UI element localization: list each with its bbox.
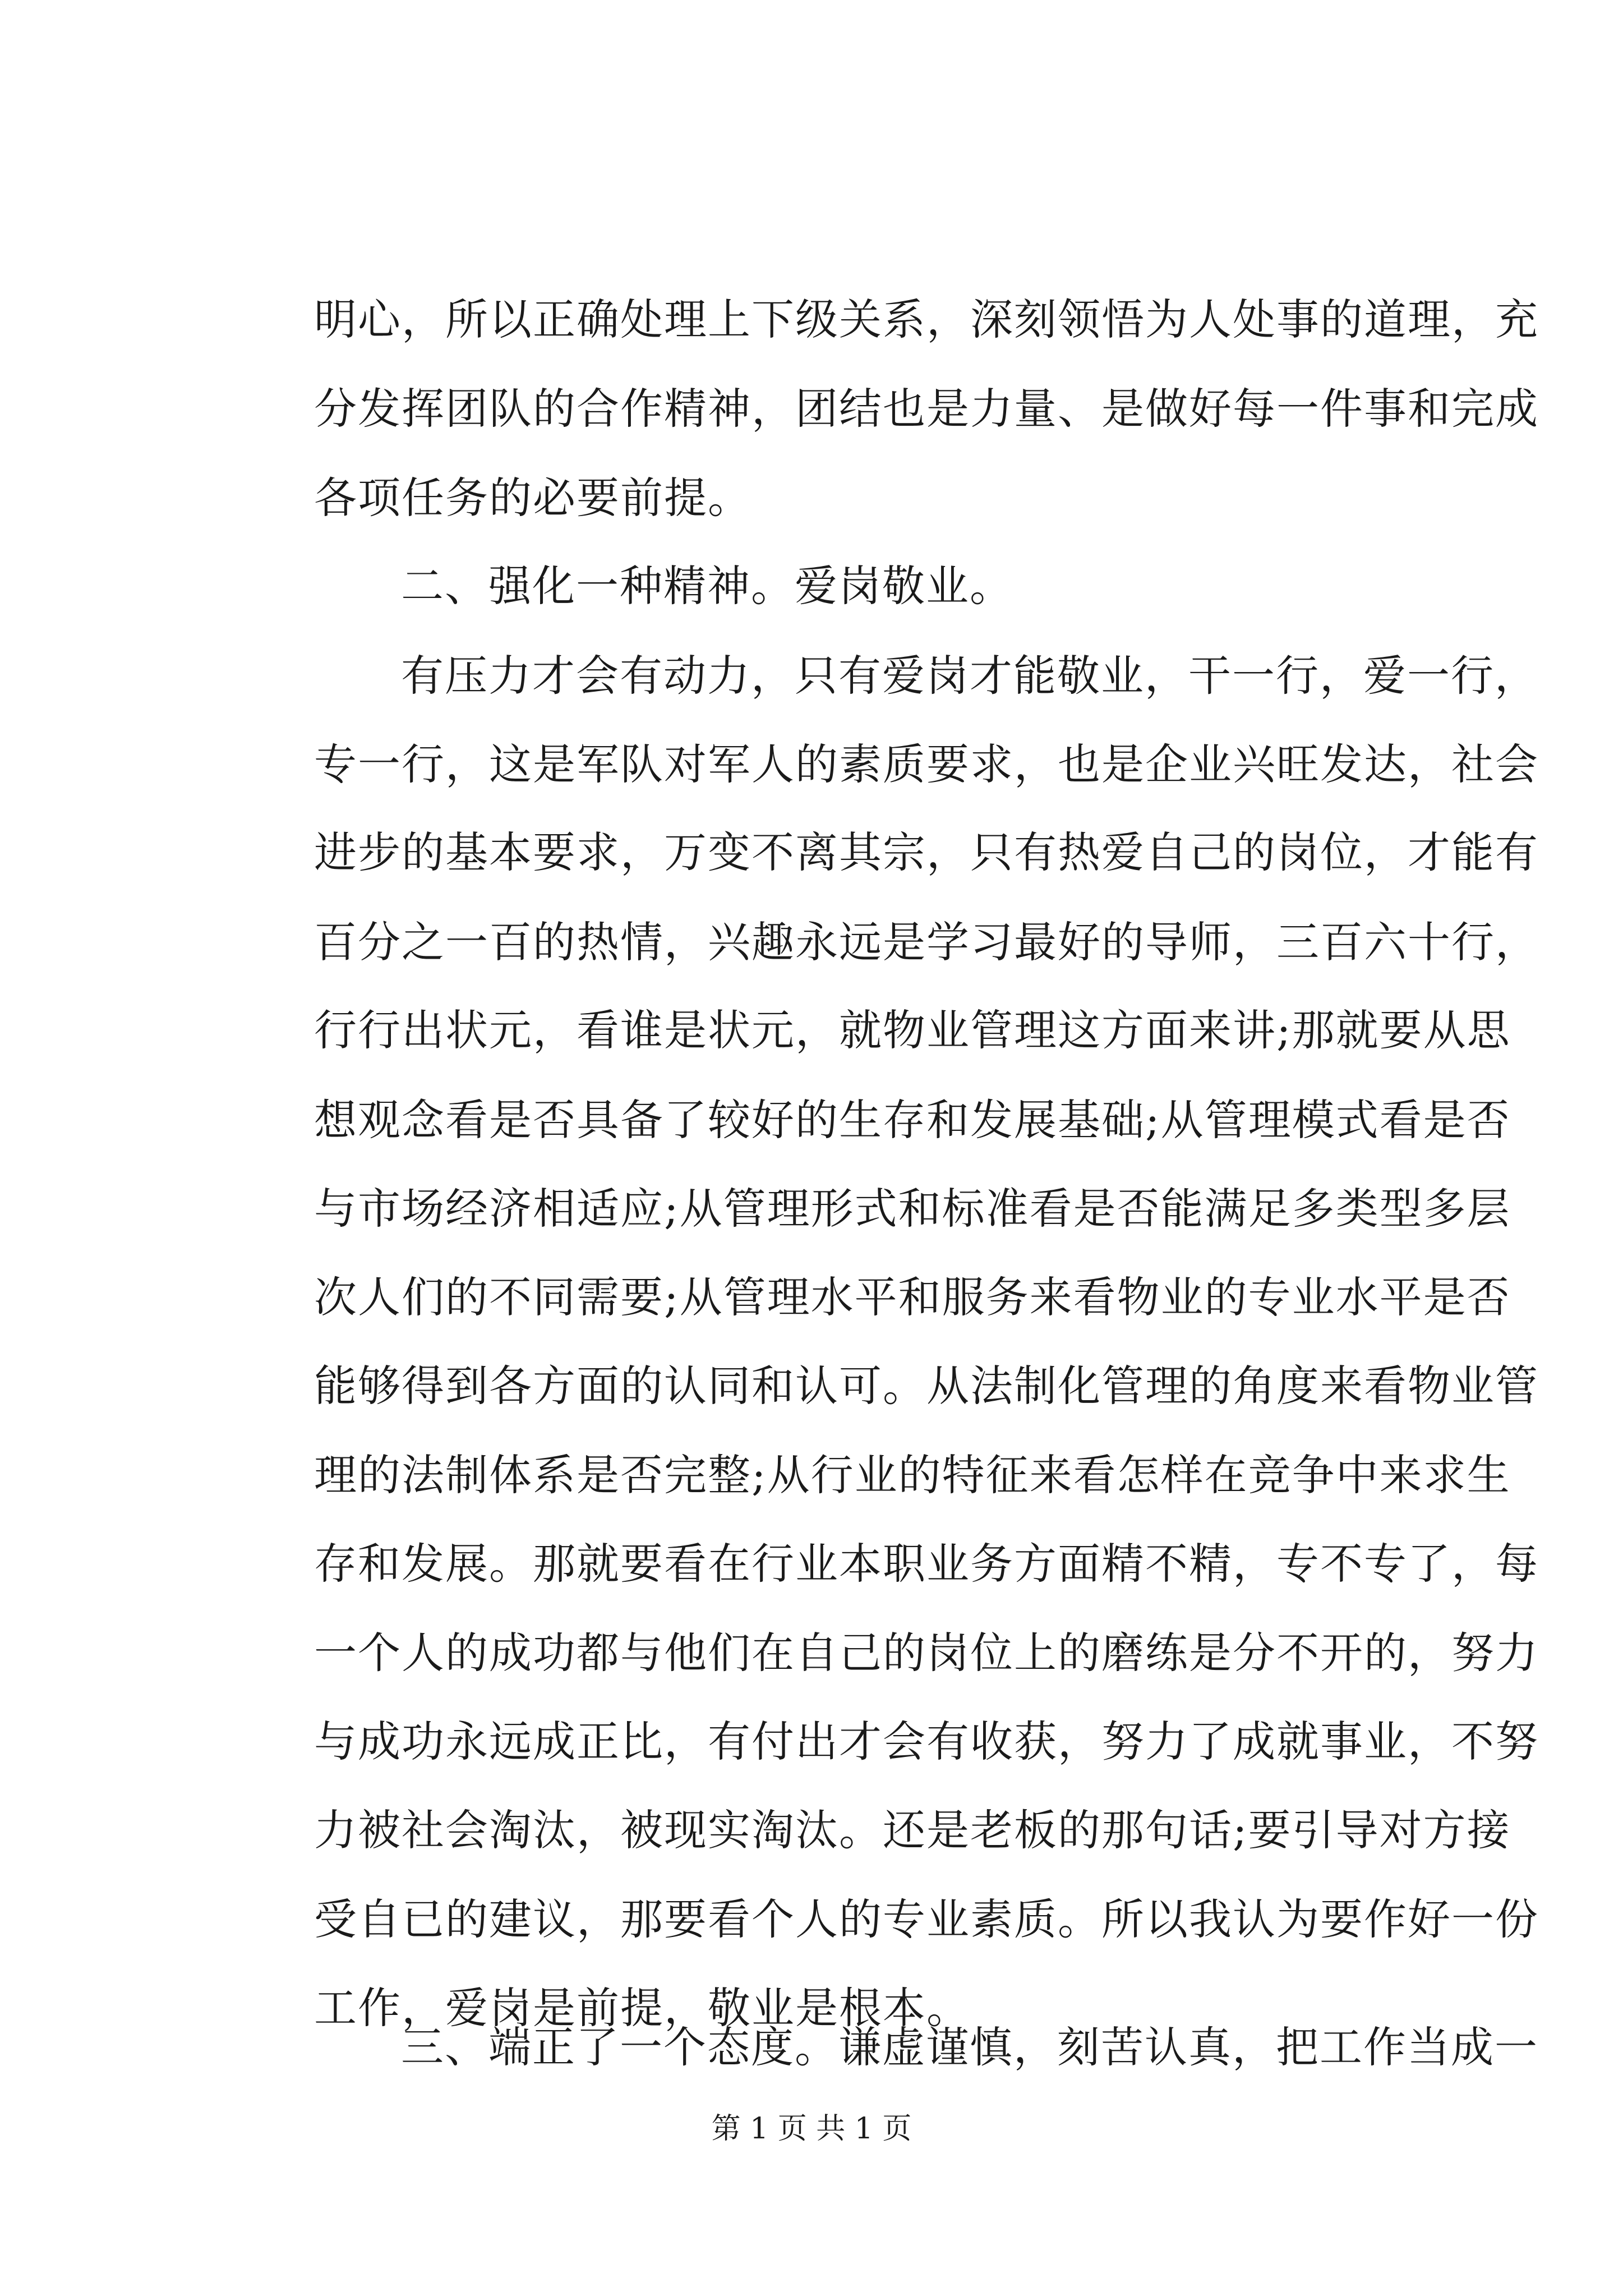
section-heading: 二、强化一种精神。爱岗敬业。: [401, 561, 1013, 611]
body-line: 行行出状元，看谁是状元，就物业管理这方面来讲;那就要从思: [314, 1005, 1511, 1055]
body-line: 专一行，这是军队对军人的素质要求，也是企业兴旺发达，社会: [314, 739, 1539, 789]
body-line: 次人们的不同需要;从管理水平和服务来看物业的专业水平是否: [314, 1272, 1511, 1322]
body-line: 力被社会淘汰，被现实淘汰。还是老板的那句话;要引导对方接: [314, 1805, 1511, 1855]
page-footer: 第 1 页 共 1 页: [711, 2112, 912, 2146]
paragraph-first-line: 有压力才会有动力，只有爱岗才能敬业，干一行，爱一行，: [401, 651, 1538, 701]
section-heading: 三、端正了一个态度。谦虚谨慎，刻苦认真，把工作当成一: [401, 2022, 1538, 2072]
body-line: 工作，爱岗是前提，敬业是根本。: [314, 1983, 970, 2033]
body-line: 明心，所以正确处理上下级关系，深刻领悟为人处事的道理，充: [314, 295, 1539, 344]
body-line: 百分之一百的热情，兴趣永远是学习最好的导师，三百六十行，: [314, 917, 1539, 967]
body-line: 进步的基本要求，万变不离其宗，只有热爱自己的岗位，才能有: [314, 827, 1539, 877]
body-line: 分发挥团队的合作精神，团结也是力量、是做好每一件事和完成: [314, 384, 1539, 434]
body-line: 想观念看是否具备了较好的生存和发展基础;从管理模式看是否: [314, 1095, 1511, 1145]
body-line: 一个人的成功都与他们在自己的岗位上的磨练是分不开的，努力: [314, 1628, 1539, 1678]
body-line: 受自已的建议，那要看个人的专业素质。所以我认为要作好一份: [314, 1894, 1539, 1944]
body-line: 与成功永远成正比，有付出才会有收获，努力了成就事业，不努: [314, 1717, 1539, 1766]
body-line: 理的法制体系是否完整;从行业的特征来看怎样在竞争中来求生: [314, 1450, 1511, 1500]
body-line: 各项任务的必要前提。: [314, 473, 751, 523]
body-line: 与市场经济相适应;从管理形式和标准看是否能满足多类型多层: [314, 1184, 1511, 1234]
body-line: 能够得到各方面的认同和认可。从法制化管理的角度来看物业管: [314, 1361, 1539, 1411]
body-line: 存和发展。那就要看在行业本职业务方面精不精，专不专了，每: [314, 1539, 1539, 1589]
